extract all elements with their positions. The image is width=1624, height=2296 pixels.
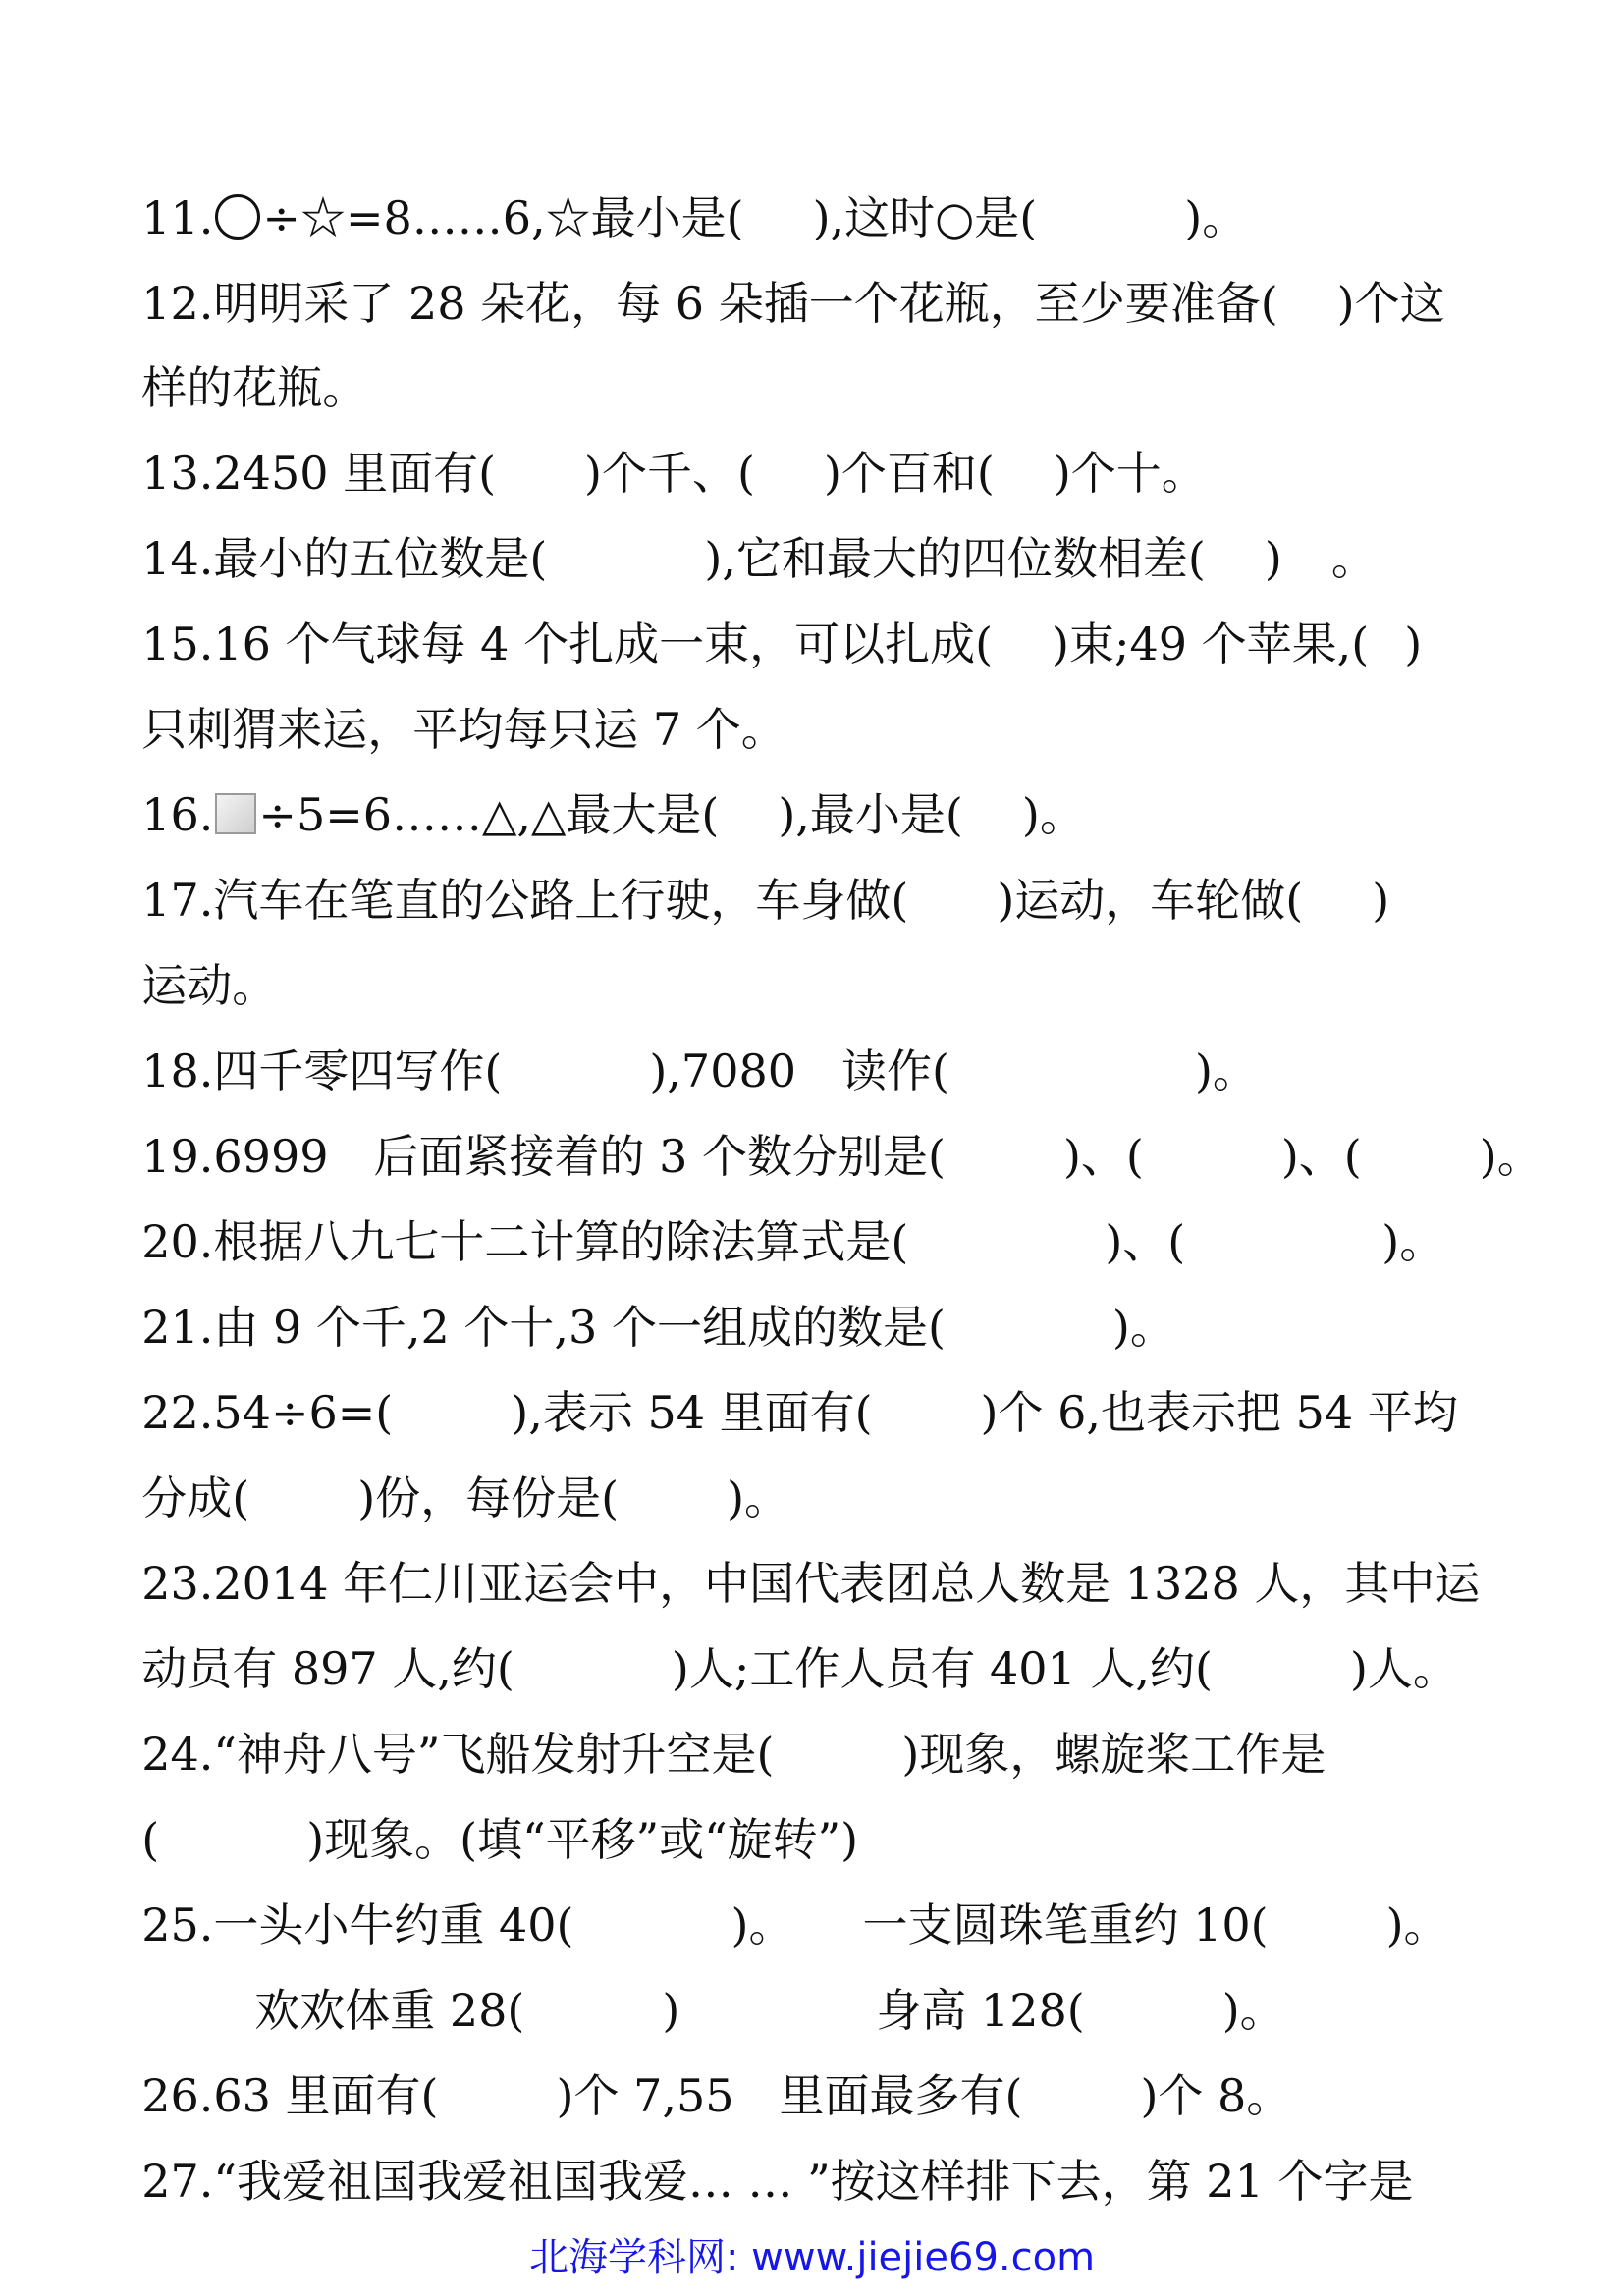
question-11: 11. ÷☆=8……6,☆最小是( ),这时○是( )。 [141,191,1248,244]
question-18: 18.四千零四写作( ),7080 读作( )。 [141,1044,1258,1097]
question-27: 27.“我爱祖国我爱祖国我爱… … ”按这样排下去，第 21 个字是 [141,2155,1414,2208]
question-22-line2: 分成( )份，每份是( )。 [141,1471,790,1524]
question-16: 16. ÷5=6……△,△最大是( ),最小是( )。 [141,788,1085,841]
question-22: 22.54÷6=( ),表示 54 里面有( )个 6,也表示把 54 平均 [141,1386,1458,1439]
question-20: 20.根据八九七十二计算的除法算式是( )、( )。 [141,1215,1445,1268]
question-12: 12.明明采了 28 朵花，每 6 朵插一个花瓶，至少要准备( )个这 [141,277,1445,330]
question-12-line2: 样的花瓶。 [141,361,368,414]
question-14: 14.最小的五位数是( ),它和最大的四位数相差( ) 。 [141,532,1377,585]
question-25: 25.一头小牛约重 40( )。 一支圆珠笔重约 10( )。 [141,1898,1449,1951]
question-17-line2: 运动。 [141,959,278,1012]
question-26: 26.63 里面有( )个 7,55 里面最多有( )个 8。 [141,2069,1292,2122]
question-23-line2: 动员有 897 人,约( )人;工作人员有 401 人,约( )人。 [141,1642,1458,1695]
question-17: 17.汽车在笔直的公路上行驶，车身做( )运动，车轮做( ) [141,874,1390,927]
footer-watermark: 北海学科网: www.jiejie69.com [528,2235,1096,2280]
question-23: 23.2014 年仁川亚运会中，中国代表团总人数是 1328 人，其中运 [141,1557,1481,1610]
question-24-line2: ( )现象。(填“平移”或“旋转”) [141,1813,859,1866]
question-21: 21.由 9 个千,2 个十,3 个一组成的数是( )。 [141,1301,1175,1354]
question-24: 24.“神舟八号”飞船发射升空是( )现象，螺旋桨工作是 [141,1728,1326,1781]
question-13: 13.2450 里面有( )个千、( )个百和( )个十。 [141,447,1207,500]
question-15-line2: 只刺猬来运，平均每只运 7 个。 [141,703,786,756]
question-25-line2: 欢欢体重 28( ) 身高 128( )。 [254,1984,1285,2037]
question-15: 15.16 个气球每 4 个扎成一束，可以扎成( )束;49 个苹果,( ) [141,617,1423,670]
question-19: 19.6999 后面紧接着的 3 个数分别是( )、( )、( )。 [141,1130,1543,1183]
